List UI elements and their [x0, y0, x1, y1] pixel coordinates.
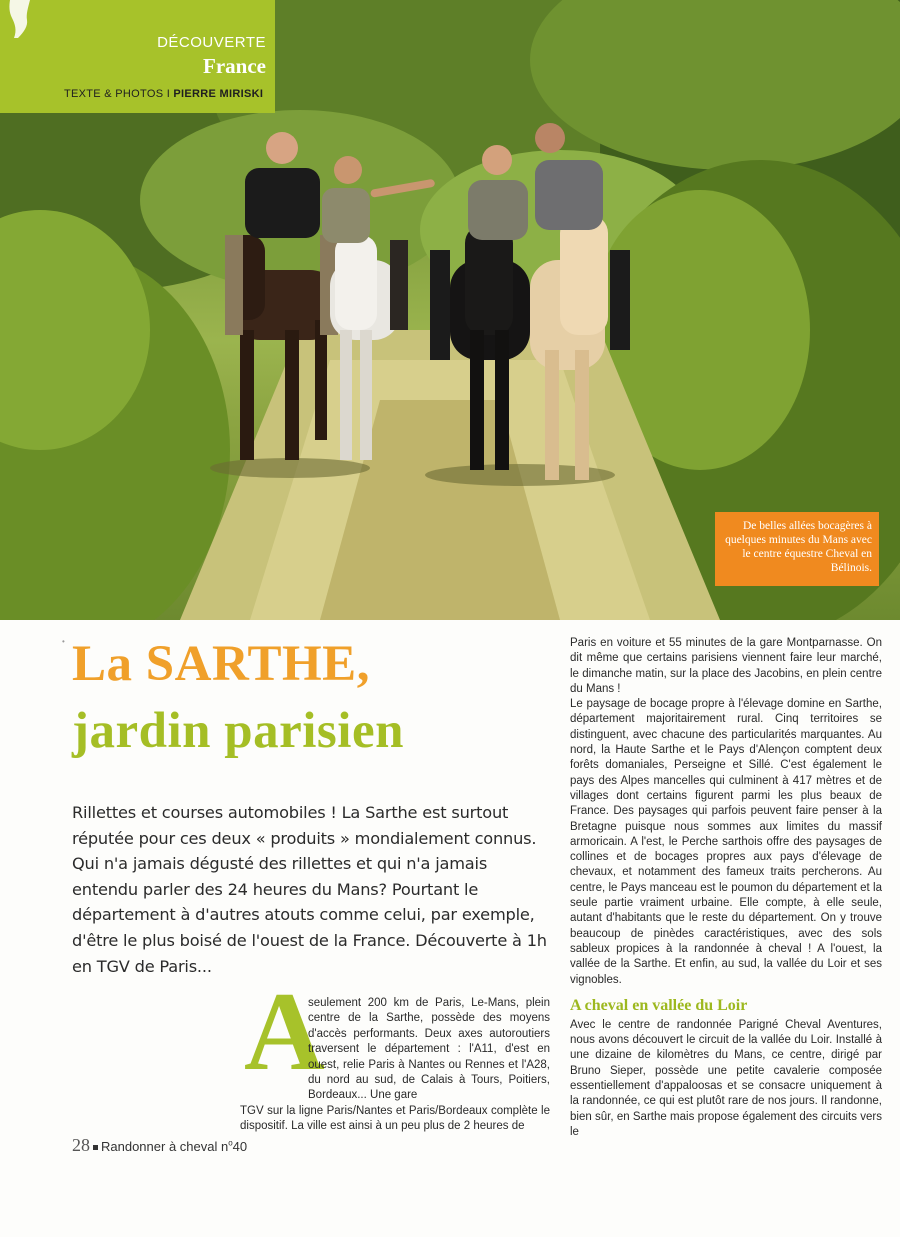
- section-tag-box: [0, 0, 275, 113]
- section-subheading: A cheval en vallée du Loir: [570, 996, 748, 1014]
- magazine-name: Randonner à cheval n: [101, 1139, 229, 1154]
- article-lead: Rillettes et courses automobiles ! La Sarthe est surtout réputée pour ces deux « produits » mondialement connus. Qui n'a jamais dégusté des rillettes et qui n'a jamais entendu parler des 24 heures du Mans? Pourtant le département à d'autres atouts comme celui, par exemple, d'être le plus boisé de l'ouest de la France. Découverte à 1h en TGV de Paris...: [72, 803, 547, 976]
- page-number: 28: [72, 1135, 90, 1155]
- square-bullet-icon: [93, 1145, 98, 1150]
- credit-prefix: TEXTE & PHOTOS I: [64, 88, 171, 100]
- body-column-right: [570, 636, 882, 1140]
- drop-cap: A: [244, 970, 325, 1094]
- body-paragraph-indented: seulement 200 km de Paris, Le-Mans, plein centre de la Sarthe, possède des moyens d'accès performants. Deux axes autoroutiers traversent le département : l'A11, d'est en ouest, relie Paris à Nantes ou Rennes et l'A28, du nord au sud, de Calais à Tours, Poitiers, Bordeaux... Une gare: [308, 997, 550, 1102]
- horse-head-silhouette-icon: [0, 0, 40, 38]
- credit-line: [64, 88, 263, 100]
- credit-author: PIERRE MIRISKI: [173, 88, 264, 100]
- page-folio: [72, 1135, 247, 1156]
- small-mark: •: [62, 637, 65, 646]
- article-title-line-2: jardin parisien: [72, 703, 404, 759]
- body-paragraph: TGV sur la ligne Paris/Nantes et Paris/Bordeaux complète le dispositif. La ville est ainsi à un peu plus de 2 heures de: [240, 1104, 550, 1133]
- section-region: France: [203, 54, 266, 78]
- issue-number: 40: [232, 1139, 248, 1154]
- body-paragraph: Le paysage de bocage propre à l'élevage domine en Sarthe, département majoritairement rural. Cinq territoires se distinguent, avec chacune des particularités marquantes. Au nord, la Haute Sarthe et le Pays d'Alençon comptent deux forêts domaniales, Perseigne et Sillé. C'est également le pays des Alpes mancelles qui culminent à 417 mètres et de villages dont certains figurent parmi les plus beaux de France. Des paysages qui parfois peuvent faire penser à la Bretagne puisque nous sommes aux limites du massif armoricain. A l'est, le Perche sarthois offre des paysages de collines et de bocages propres aux pays d'élevage de chevaux, et notamment des fameux traits percherons. Au centre, le Pays manceau est le poumon du département et la seule partie vraiment urbaine. Elle compte, à elle seule, autant d'habitants que le reste du département. On y trouve beaucoup de pinèdes caractéristiques, avec des sols sableux propices à la randonnée à cheval ! A l'ouest, la vallée de la Sarthe. Et enfin, au sud, la vallée du Loir et ses vignobles.: [570, 698, 882, 986]
- body-column-left: [240, 996, 550, 1135]
- body-paragraph: Avec le centre de randonnée Parigné Cheval Aventures, nous avons découvert le circuit de la vallée du Loir. Installé à une dizaine de kilomètres du Mans, ce centre, dirigé par Bruno Sieper, possède une petite cavalerie composée essentiellement d'appaloosas et se consacre uniquement à la randonnée, ce qui est plutôt rare de nos jours. Il randonne, bien sûr, en Sarthe mais propose également des circuits vers le: [570, 1018, 882, 1138]
- section-category: DÉCOUVERTE: [157, 34, 266, 51]
- article-title-line-1: La SARTHE,: [72, 636, 370, 692]
- issue-sup: o: [228, 1138, 233, 1148]
- photo-caption: De belles allées bocagères à quelques minutes du Mans avec le centre équestre Cheval en Bélinois.: [715, 512, 879, 586]
- body-paragraph: Paris en voiture et 55 minutes de la gare Montparnasse. On dit même que certains parisiens viennent faire leur marché, le dimanche matin, sur la place des Jacobins, en plein centre du Mans !: [570, 637, 882, 695]
